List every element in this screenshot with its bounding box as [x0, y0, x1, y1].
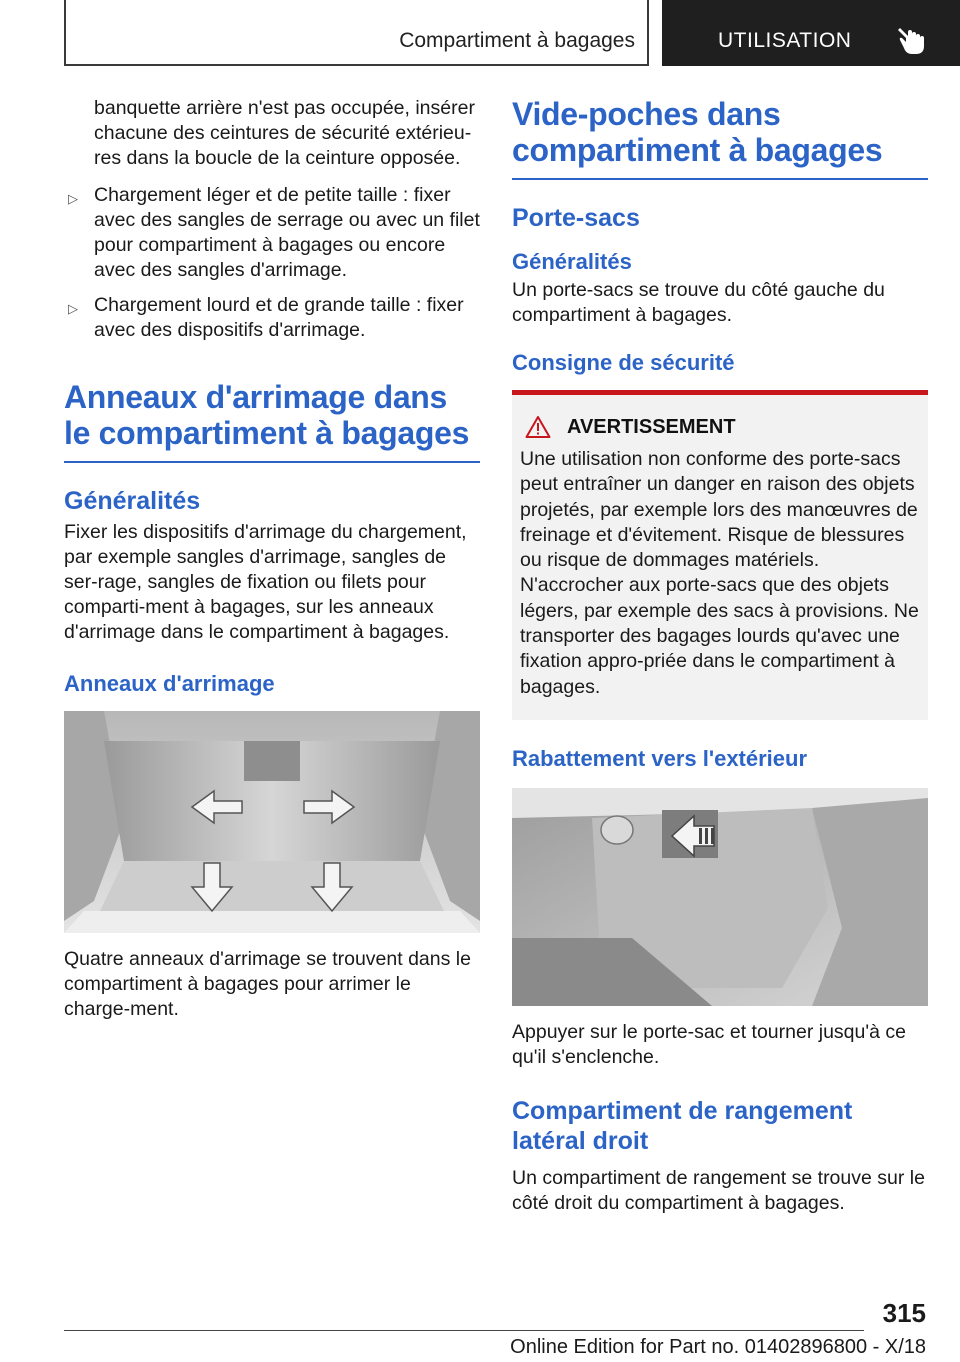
figure-caption: Quatre anneaux d'arrimage se trouvent dans le compartiment à bagages pour arrimer le charge-ment.: [64, 948, 471, 1020]
section-title: Anneaux d'arrimage dans le compartiment à bagages: [64, 379, 470, 451]
subsection-title: Consigne de sécurité: [512, 350, 735, 375]
subsection-title: Rabattement vers l'extérieur: [512, 745, 808, 771]
page-number: 315: [882, 1298, 926, 1328]
warning-box: [512, 390, 928, 720]
left-column: [64, 96, 480, 1022]
pointing-hand-icon: [894, 22, 928, 56]
subsection-title: Généralités: [64, 487, 201, 515]
figure-caption: Appuyer sur le porte-sac et tourner jusqu'à ce qu'il s'enclenche.: [512, 1020, 906, 1068]
list-item: [64, 183, 480, 283]
header-chapter-title: UTILISATION: [718, 29, 852, 52]
body-paragraph: Un porte-sacs se trouve du côté gauche du compartiment à bagages.: [512, 279, 885, 326]
intro-continuation: banquette arrière n'est pas occupée, insérer chacune des ceintures de sécurité extérieu-res dans la boucle de la ceinture opposée.: [94, 97, 475, 169]
section-divider: [64, 461, 480, 463]
header-section-tab: [64, 0, 649, 66]
bullet-triangle-icon: ▷: [68, 191, 78, 206]
warning-triangle-icon: [525, 415, 551, 439]
list-item: [64, 293, 480, 343]
footer-edition: Online Edition for Part no. 01402896800 - X/18: [510, 1336, 926, 1358]
subsection-title: Généralités: [512, 249, 632, 274]
bullet-triangle-icon: ▷: [68, 301, 78, 316]
warning-title: AVERTISSEMENT: [567, 415, 736, 438]
section-title: Vide-poches dans compartiment à bagages: [512, 96, 883, 168]
list-item-text: Chargement lourd et de grande taille : fixer avec des dispositifs d'arrimage.: [94, 294, 464, 341]
trunk-tie-down-figure: [64, 711, 480, 933]
subsection-title: Anneaux d'arrimage: [64, 671, 275, 696]
header-chapter-tab: [662, 0, 960, 66]
right-column: [512, 96, 928, 1216]
body-paragraph: Un compartiment de rangement se trouve sur le côté droit du compartiment à bagages.: [512, 1166, 925, 1214]
header-section-title: Compartiment à bagages: [399, 29, 635, 52]
list-item-text: Chargement léger et de petite taille : fixer avec des sangles de serrage ou avec un filet pour compartiment à bagages ou encore avec des sangles d'arrimage.: [94, 184, 480, 281]
warning-header: [525, 415, 920, 439]
subsection-title: Porte-sacs: [512, 204, 640, 232]
body-paragraph: Fixer les dispositifs d'arrimage du chargement, par exemple sangles d'arrimage, sangles de ser-rage, sangles de fixation ou filets pour comparti-ment à bagages, sur les anneaux d'arrimage dans le compartiment à bagages.: [64, 521, 467, 643]
bag-hook-figure: [512, 788, 928, 1006]
warning-text: Une utilisation non conforme des porte-sacs peut entraîner un danger en raison des objets projetés, par exemple lors des manœuvres de freinage et d'évitement. Risque de blessures ou risque de dommages matériels. N'accrocher aux porte-sacs que des objets légers, par exemple des sacs à provisions. Ne transporter des bagages lourds qu'avec une fixation appro-priée dans le compartiment à bagages.: [520, 448, 919, 698]
subsection-title: Compartiment de rangement latéral droit: [512, 1096, 853, 1155]
footer-divider: [64, 1330, 864, 1331]
section-divider: [512, 178, 928, 180]
